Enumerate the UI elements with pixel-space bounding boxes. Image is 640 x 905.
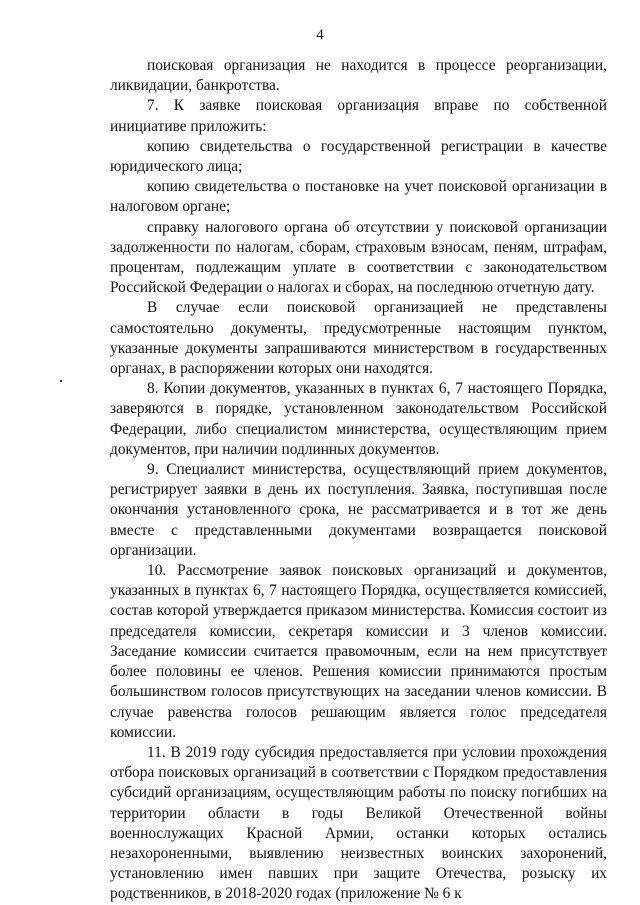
paragraph-item-7-tax-registration: копию свидетельства о постановке на учет поисковой организации в налоговом органе; bbox=[110, 178, 607, 216]
body-text bbox=[110, 56, 607, 905]
paragraph-item-7: 7. К заявке поисковая организация вправе по собственной инициативе приложить: bbox=[110, 97, 607, 135]
paragraph-continuation: поисковая организация не находится в процессе реорганизации, ликвидации, банкротства. bbox=[110, 57, 607, 95]
paragraph-item-11: 11. В 2019 году субсидия предоставляется при условии прохождения отбора поисковых организаций в соответствии с Порядком предоставления субсидий организациям, осуществляющим работы по поиску погибших на территории области в годы Великой Отечественной войны военнослужащих Красной Армии, останки которых остались незахороненными, выявлению неизвестных воинских захоронений, установлению имен павших при защите Отечества, розыску их родственников, в 2018-2020 годах (приложение № 6 к bbox=[110, 743, 607, 903]
page-number: 4 bbox=[316, 27, 324, 43]
paragraph-item-7-registration: копию свидетельства о государственной регистрации в качестве юридического лица; bbox=[110, 137, 607, 176]
paragraph-item-7-request: В случае если поисковой организацией не представлены самостоятельно документы, предусмотренные настоящим пунктом, указанные документы запрашиваются министерством в государственных органах, в распоряжении которых они находятся. bbox=[110, 299, 607, 378]
paragraph-item-7-tax-certificate: справку налогового органа об отсутствии у поисковой организации задолженности по налогам, сборам, страховым взносам, пеням, штрафам, процентам, подлежащим уплате в соответствии с законодательством Российской Федерации о налогах и сборах, на последнюю отчетную дату. bbox=[110, 218, 607, 297]
paragraph-item-9: 9. Специалист министерства, осуществляющий прием документов, регистрирует заявки в день их поступления. Заявка, поступившая после окончания установленного срока, не рассматривается и в тот же день вместе с представленными документами возвращается поисковой организации. bbox=[110, 461, 607, 559]
paragraph-item-8: 8. Копии документов, указанных в пунктах 6, 7 настоящего Порядка, заверяются в порядке, установленном законодательством Российской Федерации, либо специалистом министерства, осуществляющим прием документов, при наличии подлинных документов. bbox=[110, 380, 607, 458]
scan-speck bbox=[60, 380, 62, 382]
paragraph-item-10: 10. Рассмотрение заявок поисковых организаций и документов, указанных в пунктах 6, 7 настоящего Порядка, осуществляется комиссией, состав которой утверждается приказом министерства. Комиссия состоит из председателя комиссии, секретаря комиссии и 3 членов комиссии. Заседание комиссии считается правомочным, если на нем присутствует более половины ее членов. Решения комиссии принимаются простым большинством голосов присутствующих на заседании членов комиссии. В случае равенства голосов решающим является голос председателя комиссии. bbox=[110, 562, 607, 741]
